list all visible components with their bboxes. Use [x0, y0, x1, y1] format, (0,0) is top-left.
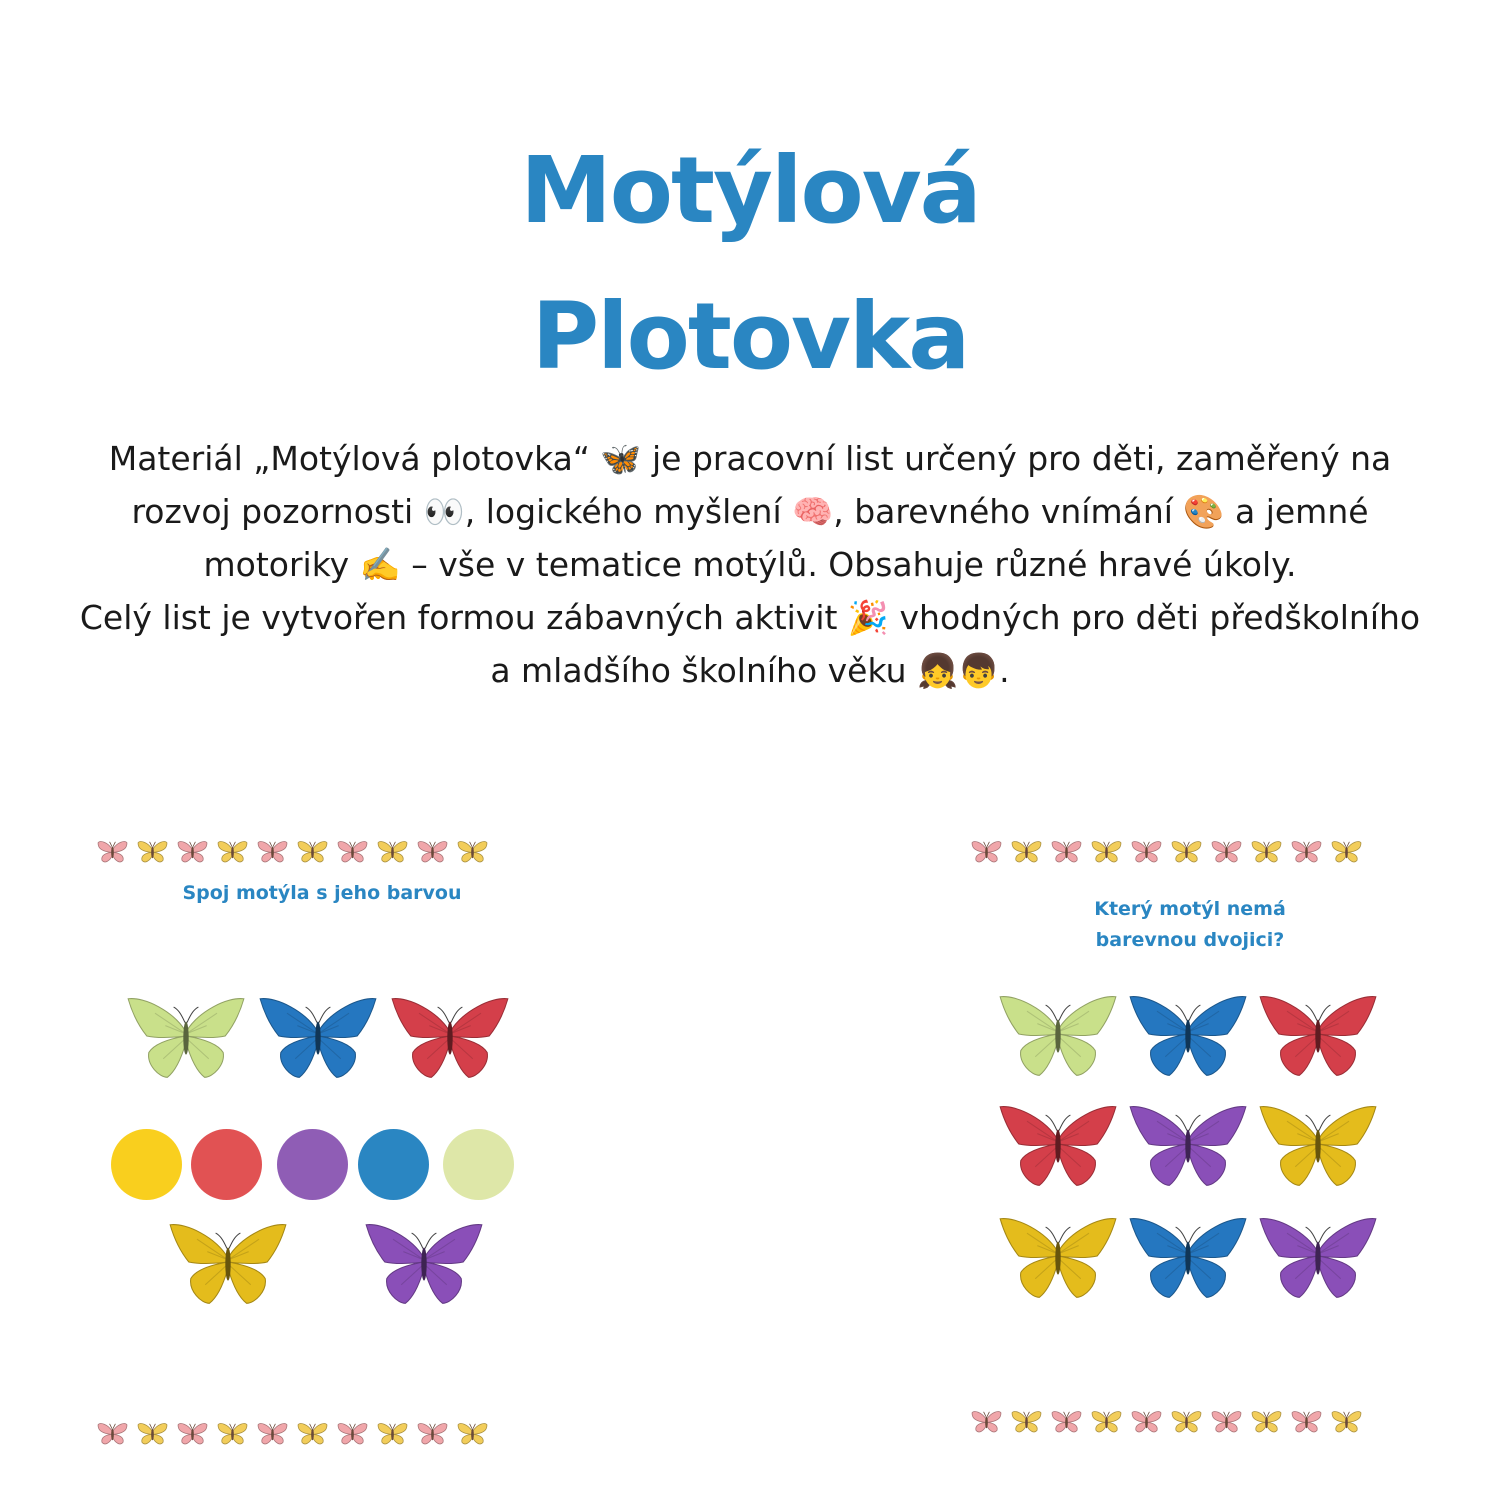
border-butterfly-icon: [376, 838, 409, 865]
border-butterfly-icon: [176, 1420, 209, 1447]
border-butterfly-icon: [970, 1408, 1003, 1435]
border-butterfly-icon: [1290, 1408, 1323, 1435]
color-circle[interactable]: [277, 1129, 348, 1200]
blue-butterfly-icon: [1126, 1210, 1250, 1308]
color-circle[interactable]: [191, 1129, 262, 1200]
border-butterfly-icon: [256, 838, 289, 865]
border-butterfly-icon: [416, 838, 449, 865]
border-butterfly-icon: [1090, 838, 1123, 865]
decorative-butterfly-border-bottom-left: [96, 1420, 496, 1447]
blue-butterfly-icon: [1126, 988, 1250, 1086]
description-line-2: rozvoj pozornosti 👀, logického myšlení 🧠, barevného vnímání 🎨 a jemné: [131, 492, 1369, 531]
border-butterfly-icon: [1050, 1408, 1083, 1435]
light-green-butterfly-icon: [124, 990, 248, 1088]
red-butterfly-icon: [1256, 988, 1380, 1086]
border-butterfly-icon: [1330, 1408, 1363, 1435]
border-butterfly-icon: [336, 1420, 369, 1447]
border-butterfly-icon: [1090, 1408, 1123, 1435]
border-butterfly-icon: [1010, 838, 1043, 865]
light-green-butterfly-icon: [996, 988, 1120, 1086]
border-butterfly-icon: [1170, 1408, 1203, 1435]
yellow-butterfly-icon: [166, 1216, 290, 1314]
description-line-1: Materiál „Motýlová plotovka“ 🦋 je pracovní list určený pro děti, zaměřený na: [108, 439, 1392, 478]
yellow-butterfly-icon: [996, 1210, 1120, 1308]
border-butterfly-icon: [1210, 1408, 1243, 1435]
border-butterfly-icon: [296, 838, 329, 865]
border-butterfly-icon: [1330, 838, 1363, 865]
purple-butterfly-icon: [1256, 1210, 1380, 1308]
border-butterfly-icon: [336, 838, 369, 865]
decorative-butterfly-border-top-left: [96, 838, 496, 865]
purple-butterfly-icon: [1126, 1098, 1250, 1196]
border-butterfly-icon: [376, 1420, 409, 1447]
border-butterfly-icon: [456, 838, 489, 865]
title-line-1: Motýlová: [520, 137, 980, 244]
border-butterfly-icon: [416, 1420, 449, 1447]
border-butterfly-icon: [456, 1420, 489, 1447]
description: [10, 432, 1490, 697]
border-butterfly-icon: [1170, 838, 1203, 865]
border-butterfly-icon: [1250, 1408, 1283, 1435]
border-butterfly-icon: [256, 1420, 289, 1447]
border-butterfly-icon: [970, 838, 1003, 865]
title-line-2: Plotovka: [531, 283, 969, 390]
border-butterfly-icon: [1290, 838, 1323, 865]
blue-butterfly-icon: [256, 990, 380, 1088]
border-butterfly-icon: [1010, 1408, 1043, 1435]
sheet-right-title: [1000, 894, 1380, 956]
sheet-left-title: Spoj motýla s jeho barvou: [182, 882, 462, 904]
border-butterfly-icon: [1130, 1408, 1163, 1435]
page-title: [0, 118, 1500, 410]
description-line-4: Celý list je vytvořen formou zábavných aktivit 🎉 vhodných pro děti předškolního: [79, 598, 1421, 637]
color-circle[interactable]: [358, 1129, 429, 1200]
yellow-butterfly-icon: [1256, 1098, 1380, 1196]
decorative-butterfly-border-bottom-right: [970, 1408, 1370, 1435]
border-butterfly-icon: [136, 1420, 169, 1447]
description-line-3: motoriky ✍️ – vše v tematice motýlů. Obsahuje různé hravé úkoly.: [203, 545, 1297, 584]
sheet-right-title-line-1: Který motýl nemá: [1094, 898, 1286, 920]
color-circle[interactable]: [111, 1129, 182, 1200]
color-circle[interactable]: [443, 1129, 514, 1200]
border-butterfly-icon: [1050, 838, 1083, 865]
decorative-butterfly-border-top-right: [970, 838, 1370, 865]
border-butterfly-icon: [176, 838, 209, 865]
border-butterfly-icon: [216, 1420, 249, 1447]
border-butterfly-icon: [136, 838, 169, 865]
border-butterfly-icon: [216, 838, 249, 865]
border-butterfly-icon: [1210, 838, 1243, 865]
border-butterfly-icon: [96, 838, 129, 865]
border-butterfly-icon: [1250, 838, 1283, 865]
description-line-5: a mladšího školního věku 👧👦.: [490, 651, 1010, 690]
red-butterfly-icon: [996, 1098, 1120, 1196]
red-butterfly-icon: [388, 990, 512, 1088]
border-butterfly-icon: [1130, 838, 1163, 865]
border-butterfly-icon: [96, 1420, 129, 1447]
purple-butterfly-icon: [362, 1216, 486, 1314]
sheet-right-title-line-2: barevnou dvojici?: [1095, 929, 1285, 951]
border-butterfly-icon: [296, 1420, 329, 1447]
